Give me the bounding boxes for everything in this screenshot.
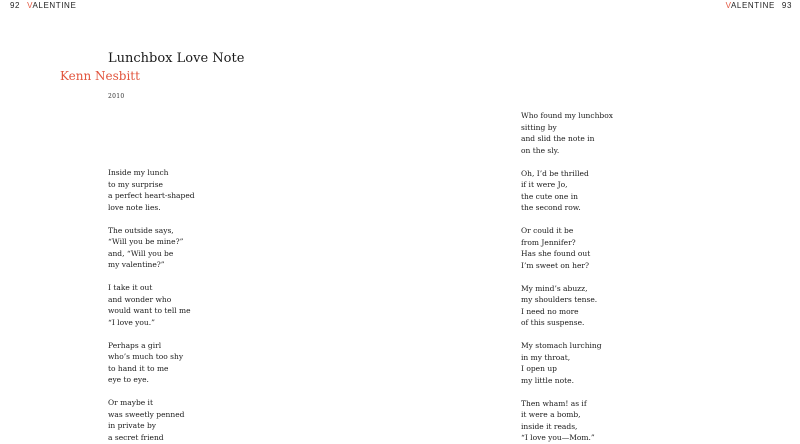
- poem-stanza: [108, 282, 195, 328]
- poem-title: Lunchbox Love Note: [108, 51, 245, 66]
- poem-line: who’s much too shy: [108, 352, 184, 361]
- poem-line: eye to eye.: [108, 375, 149, 384]
- poem-stanza: [521, 110, 613, 156]
- poem-line: to hand it to me: [108, 363, 169, 373]
- poem-author: Kenn Nesbitt: [60, 69, 140, 83]
- poem-stanza: [108, 225, 195, 271]
- poem-line: Or could it be: [521, 226, 574, 235]
- left-page-header: [10, 1, 76, 11]
- poem-line: of this suspense.: [521, 318, 585, 327]
- poem-line: a secret friend: [108, 432, 164, 442]
- poem-line: “Will you be mine?”: [108, 237, 184, 246]
- poem-left-column: [108, 167, 195, 443]
- poem-line: and, “Will you be: [108, 248, 174, 258]
- poem-line: my little note.: [521, 375, 574, 385]
- left-running-head-initial: V: [27, 1, 33, 10]
- right-running-head: ALENTINE: [730, 1, 775, 10]
- poem-line: sitting by: [521, 122, 557, 132]
- poem-line: Or maybe it: [108, 398, 153, 407]
- poem-line: The outside says,: [108, 225, 174, 235]
- poem-line: Has she found out: [521, 249, 591, 258]
- poem-stanza: [521, 225, 613, 271]
- poem-line: My stomach lurching: [521, 341, 602, 350]
- poem-line: I open up: [521, 364, 557, 373]
- poem-line: “I love you.”: [108, 317, 155, 327]
- poem-year: 2010: [108, 93, 125, 100]
- poem-line: Perhaps a girl: [108, 340, 162, 350]
- poem-stanza: [108, 397, 195, 443]
- poem-line: my shoulders tense.: [521, 295, 598, 304]
- poem-stanza: [521, 398, 613, 444]
- left-page-number: 92: [10, 1, 21, 10]
- poem-line: my valentine?”: [108, 260, 165, 269]
- left-running-head: ALENTINE: [32, 1, 77, 10]
- poem-stanza: [108, 167, 195, 213]
- poem-line: My mind’s abuzz,: [521, 283, 588, 293]
- poem-line: the cute one in: [521, 191, 578, 201]
- poem-line: would want to tell me: [108, 306, 191, 315]
- poem-line: and slid the note in: [521, 134, 595, 143]
- poem-line: a perfect heart-shaped: [108, 191, 195, 200]
- poem-line: Oh, I’d be thrilled: [521, 168, 589, 178]
- poem-line: if it were Jo,: [521, 180, 568, 189]
- poem-line: I need no more: [521, 306, 579, 316]
- poem-line: to my surprise: [108, 179, 163, 189]
- poem-line: Then wham! as if: [521, 398, 587, 408]
- poem-line: I take it out: [108, 283, 153, 292]
- poem-line: “I love you—Mom.”: [521, 433, 595, 442]
- poem-right-column: [521, 110, 613, 444]
- poem-line: in private by: [108, 421, 156, 430]
- right-running-head-initial: V: [725, 1, 731, 10]
- poem-line: on the sly.: [521, 145, 560, 155]
- poem-line: Inside my lunch: [108, 168, 169, 177]
- poem-stanza: [108, 340, 195, 386]
- poem-line: I’m sweet on her?: [521, 260, 589, 270]
- poem-line: the second row.: [521, 203, 581, 212]
- right-page-header: [726, 1, 792, 11]
- poem-line: love note lies.: [108, 202, 161, 212]
- poem-line: was sweetly penned: [108, 409, 185, 419]
- poem-stanza: [521, 168, 613, 214]
- poem-stanza: [521, 283, 613, 329]
- poem-line: inside it reads,: [521, 421, 578, 431]
- poem-line: Who found my lunchbox: [521, 111, 613, 120]
- right-page-number: 93: [781, 1, 792, 10]
- poem-stanza: [521, 340, 613, 386]
- poem-line: from Jennifer?: [521, 237, 576, 247]
- poem-line: and wonder who: [108, 294, 172, 304]
- poem-line: it were a bomb,: [521, 410, 581, 419]
- poem-line: in my throat,: [521, 352, 571, 362]
